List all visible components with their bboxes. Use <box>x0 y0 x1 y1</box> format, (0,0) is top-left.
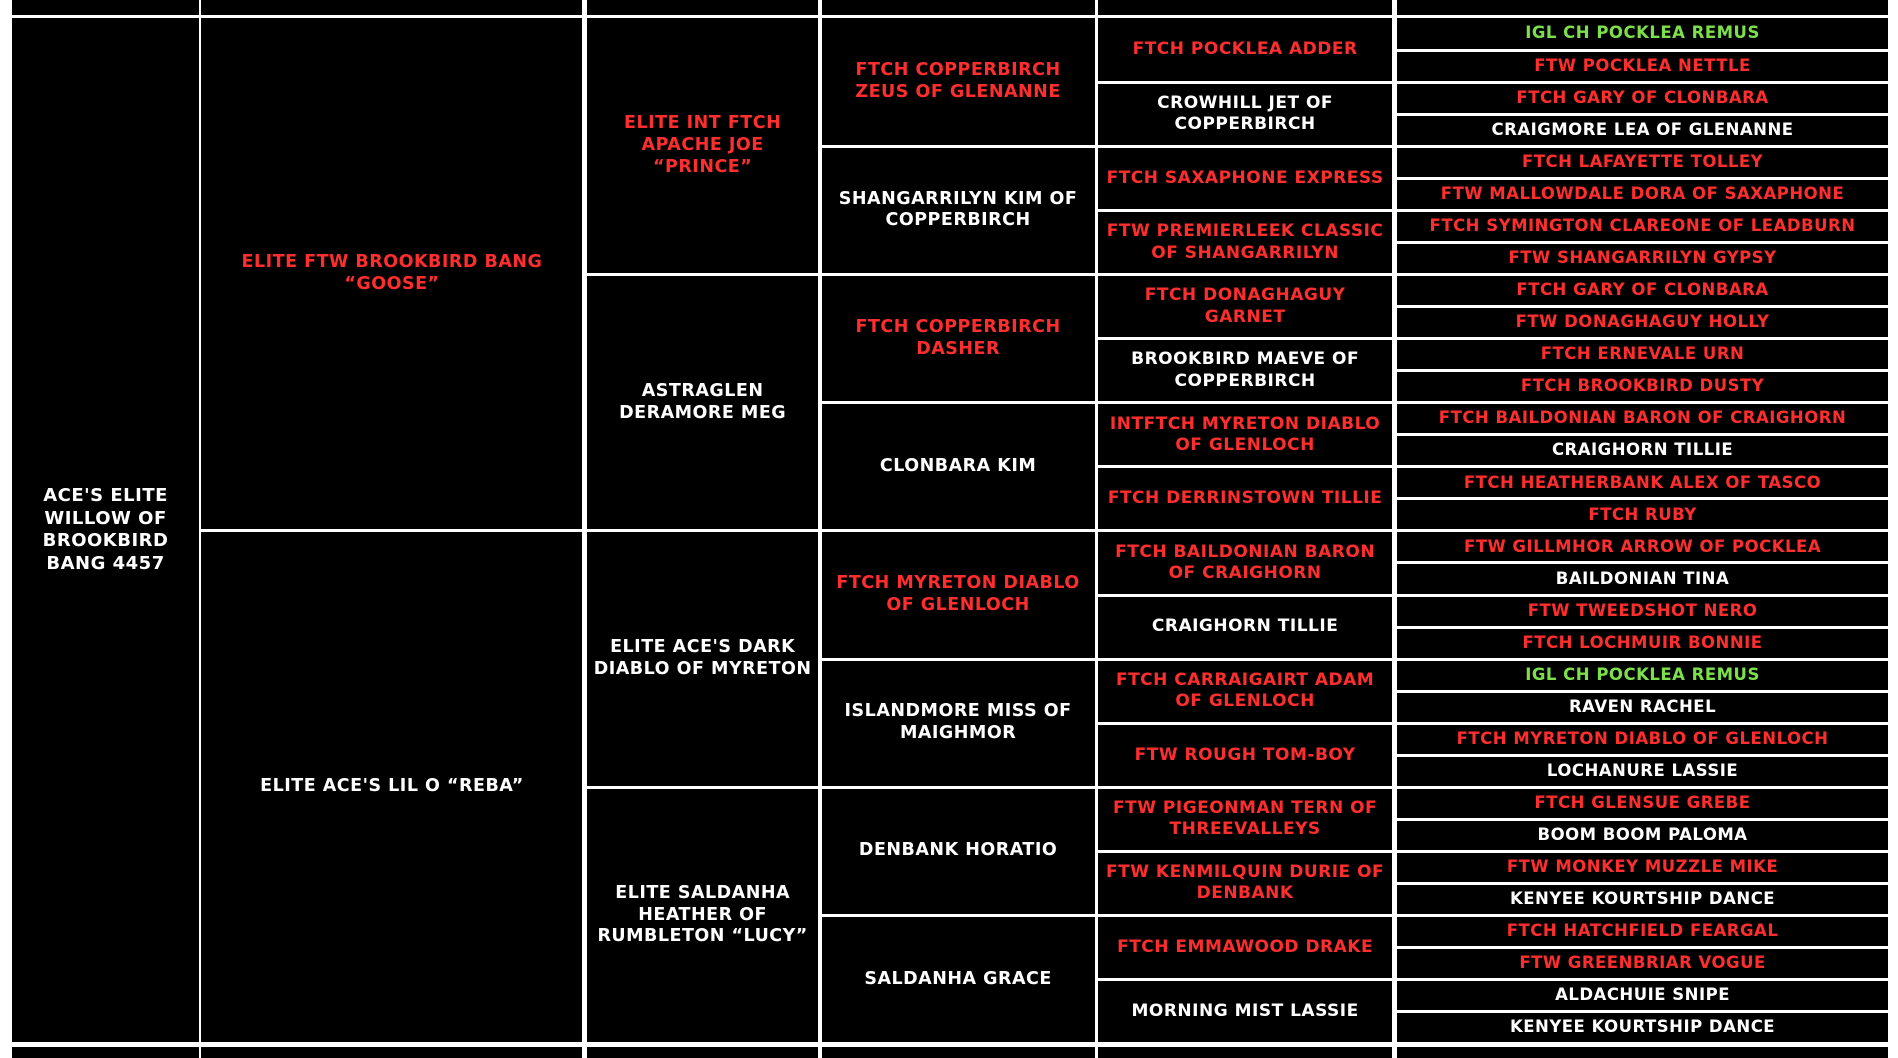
great-grandparent-cell: DENBANK HORATIO <box>822 789 1095 914</box>
cropped-top-row <box>587 0 818 15</box>
gen5-cell: FTW POCKLEA NETTLE <box>1397 52 1888 81</box>
gen4-cell: FTCH DERRINSTOWN TILLIE <box>1098 468 1392 529</box>
gen4-cell: FTW ROUGH TOM-BOY <box>1098 725 1392 786</box>
cropped-bottom-row <box>587 1047 818 1058</box>
cropped-top-row <box>822 0 1095 15</box>
gen5-cell: IGL CH POCKLEA REMUS <box>1397 18 1888 49</box>
gen5-cell: KENYEE KOURTSHIP DANCE <box>1397 885 1888 914</box>
great-grandparent-cell: ISLANDMORE MISS OF MAIGHMOR <box>822 661 1095 786</box>
gen5-cell: FTCH GLENSUE GREBE <box>1397 789 1888 818</box>
cropped-bottom-row <box>201 1047 582 1058</box>
gen5-cell: IGL CH POCKLEA REMUS <box>1397 661 1888 690</box>
gen5-cell: FTW GILLMHOR ARROW OF POCKLEA <box>1397 532 1888 561</box>
grandparent-cell: ASTRAGLEN DERAMORE MEG <box>587 276 818 529</box>
gen5-cell: KENYEE KOURTSHIP DANCE <box>1397 1013 1888 1042</box>
gen4-cell: FTCH BAILDONIAN BARON OF CRAIGHORN <box>1098 532 1392 593</box>
great-grandparent-cell: CLONBARA KIM <box>822 404 1095 529</box>
subject-cell: ACE'S ELITE WILLOW OF BROOKBIRD BANG 4457 <box>12 18 199 1042</box>
gen4-cell: FTCH DONAGHAGUY GARNET <box>1098 276 1392 337</box>
cropped-top-row <box>12 0 199 15</box>
gen5-cell: FTCH BROOKBIRD DUSTY <box>1397 372 1888 401</box>
gen4-cell: FTCH CARRAIGAIRT ADAM OF GLENLOCH <box>1098 661 1392 722</box>
cropped-top-row <box>1397 0 1888 15</box>
gen4-cell: INTFTCH MYRETON DIABLO OF GLENLOCH <box>1098 404 1392 465</box>
gen4-cell: FTCH SAXAPHONE EXPRESS <box>1098 148 1392 209</box>
gen5-cell: FTCH MYRETON DIABLO OF GLENLOCH <box>1397 725 1888 754</box>
gen4-cell: FTW PREMIERLEEK CLASSIC OF SHANGARRILYN <box>1098 212 1392 273</box>
gen5-cell: ALDACHUIE SNIPE <box>1397 981 1888 1010</box>
great-grandparent-cell: FTCH COPPERBIRCH ZEUS OF GLENANNE <box>822 18 1095 145</box>
gen5-cell: FTCH GARY OF CLONBARA <box>1397 276 1888 305</box>
gen5-cell: FTCH RUBY <box>1397 500 1888 529</box>
gen5-cell: FTCH GARY OF CLONBARA <box>1397 84 1888 113</box>
gen5-cell: FTCH LOCHMUIR BONNIE <box>1397 629 1888 658</box>
grandparent-cell: ELITE SALDANHA HEATHER OF RUMBLETON “LUCY” <box>587 789 818 1042</box>
cropped-bottom-row <box>1397 1047 1888 1058</box>
gen4-cell: FTW PIGEONMAN TERN OF THREEVALLEYS <box>1098 789 1392 850</box>
gen5-cell: FTW TWEEDSHOT NERO <box>1397 597 1888 626</box>
gen5-cell: BAILDONIAN TINA <box>1397 564 1888 593</box>
parent-cell: ELITE ACE'S LIL O “REBA” <box>201 532 582 1042</box>
gen5-cell: FTW DONAGHAGUY HOLLY <box>1397 308 1888 337</box>
gen5-cell: CRAIGMORE LEA OF GLENANNE <box>1397 116 1888 145</box>
cropped-top-row <box>1098 0 1392 15</box>
gen5-cell: RAVEN RACHEL <box>1397 693 1888 722</box>
gen5-cell: FTCH ERNEVALE URN <box>1397 340 1888 369</box>
gen5-cell: FTCH BAILDONIAN BARON OF CRAIGHORN <box>1397 404 1888 433</box>
great-grandparent-cell: SALDANHA GRACE <box>822 917 1095 1042</box>
great-grandparent-cell: FTCH COPPERBIRCH DASHER <box>822 276 1095 401</box>
gen4-cell: FTW KENMILQUIN DURIE OF DENBANK <box>1098 853 1392 914</box>
gen5-cell: LOCHANURE LASSIE <box>1397 757 1888 786</box>
gen4-cell: MORNING MIST LASSIE <box>1098 981 1392 1042</box>
gen5-cell: FTW GREENBRIAR VOGUE <box>1397 949 1888 978</box>
gen5-cell: BOOM BOOM PALOMA <box>1397 821 1888 850</box>
gen4-cell: CRAIGHORN TILLIE <box>1098 597 1392 658</box>
great-grandparent-cell: FTCH MYRETON DIABLO OF GLENLOCH <box>822 532 1095 657</box>
gen4-cell: BROOKBIRD MAEVE OF COPPERBIRCH <box>1098 340 1392 401</box>
gen5-cell: FTCH LAFAYETTE TOLLEY <box>1397 148 1888 177</box>
gen5-cell: FTCH SYMINGTON CLAREONE OF LEADBURN <box>1397 212 1888 241</box>
parent-cell: ELITE FTW BROOKBIRD BANG “GOOSE” <box>201 18 582 529</box>
gen4-cell: CROWHILL JET OF COPPERBIRCH <box>1098 84 1392 145</box>
great-grandparent-cell: SHANGARRILYN KIM OF COPPERBIRCH <box>822 148 1095 273</box>
gen5-cell: FTW SHANGARRILYN GYPSY <box>1397 244 1888 273</box>
gen5-cell: FTCH HEATHERBANK ALEX OF TASCO <box>1397 468 1888 497</box>
gen4-cell: FTCH EMMAWOOD DRAKE <box>1098 917 1392 978</box>
cropped-bottom-row <box>1098 1047 1392 1058</box>
grandparent-cell: ELITE ACE'S DARK DIABLO OF MYRETON <box>587 532 818 785</box>
cropped-bottom-row <box>822 1047 1095 1058</box>
gen4-cell: FTCH POCKLEA ADDER <box>1098 18 1392 81</box>
gen5-cell: FTCH HATCHFIELD FEARGAL <box>1397 917 1888 946</box>
cropped-top-row <box>201 0 582 15</box>
grandparent-cell: ELITE INT FTCH APACHE JOE “PRINCE” <box>587 18 818 273</box>
gen5-cell: CRAIGHORN TILLIE <box>1397 436 1888 465</box>
gen5-cell: FTW MONKEY MUZZLE MIKE <box>1397 853 1888 882</box>
cropped-bottom-row <box>12 1047 199 1058</box>
gen5-cell: FTW MALLOWDALE DORA OF SAXAPHONE <box>1397 180 1888 209</box>
